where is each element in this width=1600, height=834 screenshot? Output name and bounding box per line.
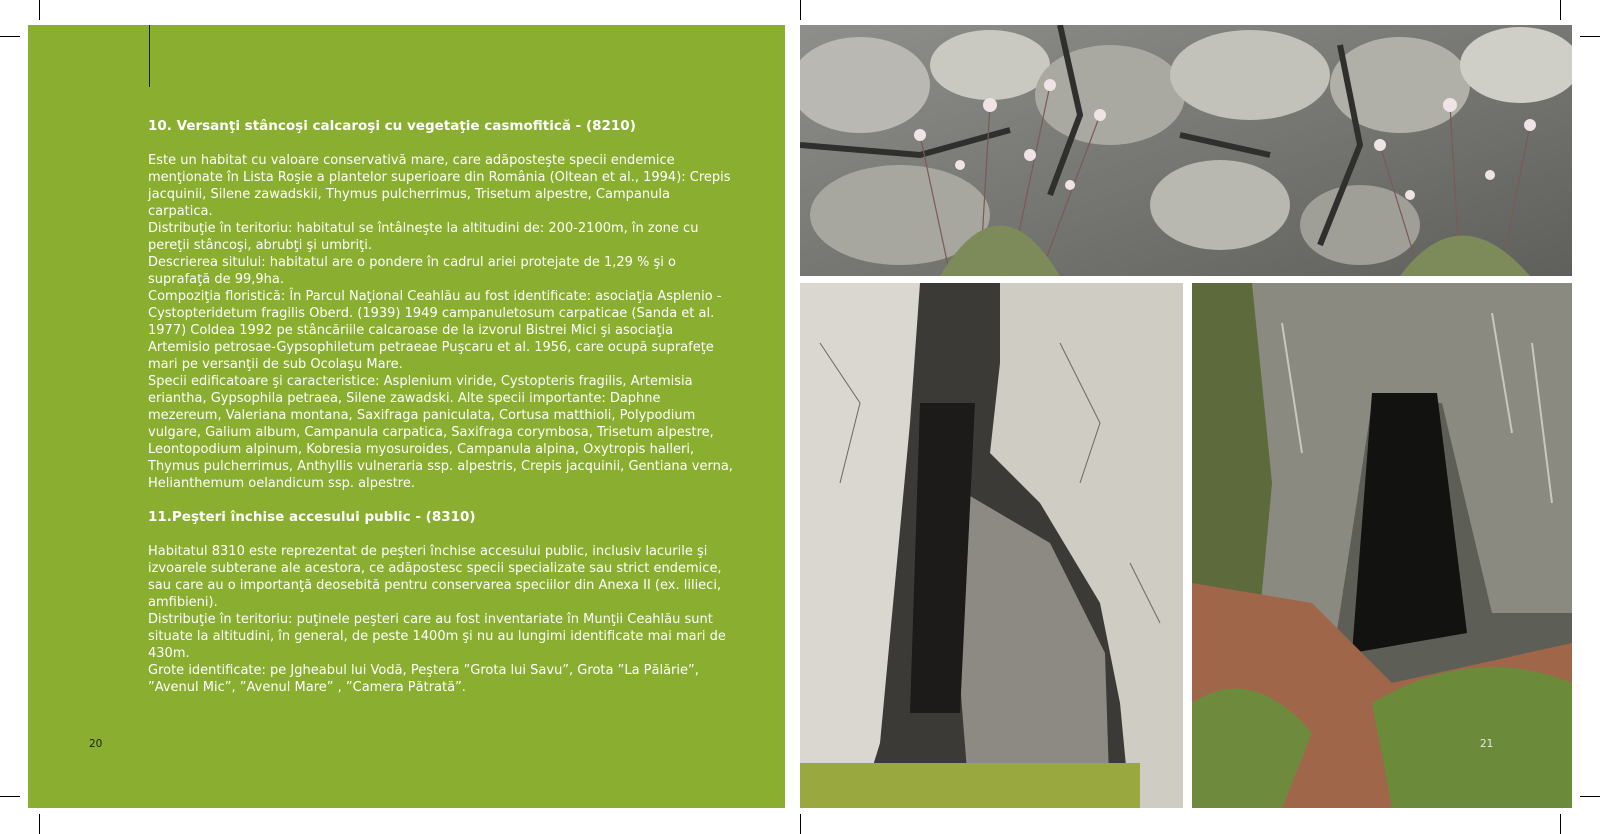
paragraph: Habitatul 8310 este reprezentat de peşteri închise accesului public, inclusiv lacurile şi izvoarele subterane ale acestora, ce adăpostesc specii specializate sau strict endemice, sau care au o importanţă deosebită pentru conservarea speciilor din Anexa II (ex. lilieci, amfibieni). <box>148 544 722 610</box>
photo-rock-crevice <box>800 283 1183 808</box>
text-column <box>148 118 738 696</box>
crop-mark <box>1580 796 1600 797</box>
crop-mark <box>1560 814 1561 834</box>
paragraph: Distribuţie în teritoriu: puţinele peşteri care au fost inventariate în Munţii Ceahlău sunt situate la altitudini, în general, de peste 1400m şi nu au lungimi identificate mai mari de 430m. <box>148 612 726 661</box>
section-heading-8210: 10. Versanţi stâncoşi calcaroşi cu vegetaţie casmofitică - (8210) <box>148 118 636 134</box>
paragraph: Compoziţia floristică: În Parcul Naţional Ceahlău au fost identificate: asociaţia Asplenio - Cystopteridetum fragilis Oberd. (1939) 1949 campanuletosum carpaticae (Sanda et al. 1977) Coldea 1992 pe stâncăriile calcaroase de la izvorul Bistrei Mici şi asociaţia Artemisio petrosae-Gypsophiletum petraeae Puşcaru et al. 1956, care ocupă suprafeţe mari pe versanţii de sub Ocolaşu Mare. <box>148 289 722 372</box>
crop-mark <box>39 814 40 834</box>
section-heading-8310: 11.Peşteri închise accesului public - (8310) <box>148 509 476 525</box>
page-number-right: 21 <box>1480 738 1494 750</box>
crop-mark <box>0 36 20 37</box>
paragraph: Descrierea sitului: habitatul are o pondere în cadrul ariei protejate de 1,29 % şi o suprafaţă de 99,9ha. <box>148 255 676 287</box>
photo-limestone-flowers <box>800 25 1572 276</box>
crop-mark <box>800 0 801 20</box>
decorative-rule <box>149 25 150 87</box>
paragraph: Specii edificatoare şi caracteristice: Asplenium viride, Cystopteris fragilis, Artemisia eriantha, Gypsophila petraea, Silene zawadski. Alte specii importante: Daphne mezereum, Valeriana montana, Saxifraga paniculata, Cortusa matthioli, Polypodium vulgare, Galium album, Campanula carpatica, Saxifraga corymbosa, Trisetum alpestre, Leontopodium alpinum, Kobresia myosuroides, Campanula alpina, Oxytropis halleri, Thymus pulcherrimus, Anthyllis vulneraria ssp. alpestris, Crepis jacquinii, Gentiana verna, Helianthemum oelandicum ssp. alpestre. <box>148 374 733 491</box>
paragraph: Distribuţie în teritoriu: habitatul se întâlneşte la altitudini de: 200-2100m, în zone cu pereţii stâncoşi, abrubţi şi umbriţi. <box>148 221 699 253</box>
crop-mark <box>39 0 40 20</box>
crop-mark <box>1580 36 1600 37</box>
page-number-left: 20 <box>89 738 103 750</box>
paragraph: Grote identificate: pe Jgheabul lui Vodă, Peştera ”Grota lui Savu”, Grota ”La Pălărie”, ”Avenul Mic”, ”Avenul Mare” , ”Camera Pătrată”. <box>148 663 699 695</box>
paragraph: Este un habitat cu valoare conservativă mare, care adăposteşte specii endemice menţionate în Lista Roşie a plantelor superioare din România (Oltean et al., 1994): Crepis jacquinii, Silene zawadskii, Thymus pulcherrimus, Trisetum alpestre, Campanula carpatica. <box>148 153 731 219</box>
photo-divider <box>800 276 1572 283</box>
left-page <box>28 25 785 808</box>
crop-mark <box>0 796 20 797</box>
crop-mark <box>800 814 801 834</box>
crop-mark <box>1560 0 1561 20</box>
photo-cave-entrance <box>1192 283 1572 808</box>
